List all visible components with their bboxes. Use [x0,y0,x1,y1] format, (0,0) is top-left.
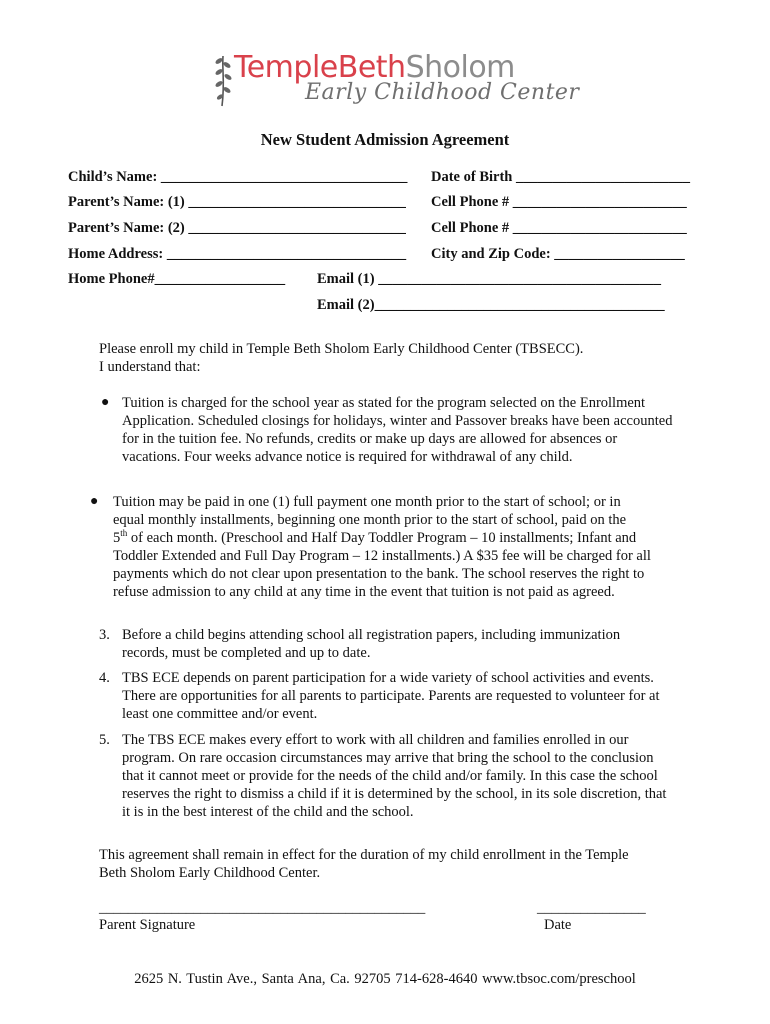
signature-line[interactable]: _____________________________________________ [99,900,426,916]
email-2-field[interactable]: Email (2)________________________________________ [317,297,665,313]
footer-address: 2625 N. Tustin Ave., Santa Ana, Ca. 92705 714-628-4640 www.tbsoc.com/preschool [134,971,636,987]
date-line[interactable]: _______________ [537,900,646,916]
list-marker-3: 3. [99,627,110,643]
bullet-icon: ● [101,395,110,410]
bullet-icon: ● [90,494,99,509]
city-zip-field[interactable]: City and Zip Code: __________________ [431,246,685,262]
tuition-payment-paragraph: Tuition may be paid in one (1) full payment one month prior to the start of school; or in equal monthly installments, beginning one month prior to the start of school, paid on the 5th of each month. (Preschool and Half Day Toddler Program – 10 installments; Infant and Toddler Extended and Full Day Program – 12 installments.) A $35 fee will be charged for all payments which do not clear upon presentation to the bank. The school reserves the right to refuse admission to any child at any time in the event that tuition is not paid as agreed. [113,494,651,600]
home-phone-field[interactable]: Home Phone#__________________ [68,271,286,287]
parent-name-2-field[interactable]: Parent’s Name: (2) ______________________________ [68,220,406,236]
logo-early-childhood-center: Early Childhood Center [305,80,580,105]
list-marker-4: 4. [99,670,110,686]
registration-paragraph: Before a child begins attending school all registration papers, including immunization records, must be completed and up to date. [122,627,621,661]
tuition-charge-paragraph: Tuition is charged for the school year as stated for the program selected on the Enrollment Application. Scheduled closings for holidays, winter and Passover breaks have been accounted for in the tuition fee. No refunds, credits or make up days are allowed for absences or vacations. Four weeks advance notice is required for withdrawal of any child. [122,395,673,465]
tbs-logo [212,50,580,108]
date-label: Date [544,917,572,933]
home-address-field[interactable]: Home Address: _________________________________ [68,246,407,262]
parent-name-1-field[interactable]: Parent’s Name: (1) ______________________________ [68,194,406,210]
cell-phone-1-field[interactable]: Cell Phone # ________________________ [431,194,687,210]
cell-phone-2-field[interactable]: Cell Phone # ________________________ [431,220,687,236]
intro-text: Please enroll my child in Temple Beth Sholom Early Childhood Center (TBSECC). I understand that: [99,341,584,375]
closing-paragraph: This agreement shall remain in effect for the duration of my child enrollment in the Temple Beth Sholom Early Childhood Center. [99,847,629,881]
list-marker-5: 5. [99,732,110,748]
date-of-birth-field[interactable]: Date of Birth ________________________ [431,169,690,185]
parent-participation-paragraph: TBS ECE depends on parent participation for a wide variety of school activities and events. There are opportunities for all parents to participate. Parents are requested to volunteer for at least one committee and/or event. [122,670,660,722]
email-1-field[interactable]: Email (1) _______________________________________ [317,271,661,287]
olive-branch-icon [212,52,234,108]
page-title: New Student Admission Agreement [260,130,510,149]
signature-label: Parent Signature [99,917,196,933]
dismissal-paragraph: The TBS ECE makes every effort to work with all children and families enrolled in our program. On rare occasion circumstances may arrive that bring the school to the conclusion that it cannot meet or provide for the needs of the child and/or family. In this case the school reserves the right to dismiss a child if it is determined by the school, in its sole discretion, that it is in the best interest of the child and the school. [122,732,667,820]
logo-temple-beth-sholom: TempleBethSholom [234,50,515,85]
child-name-field[interactable]: Child’s Name: __________________________________ [68,169,408,185]
